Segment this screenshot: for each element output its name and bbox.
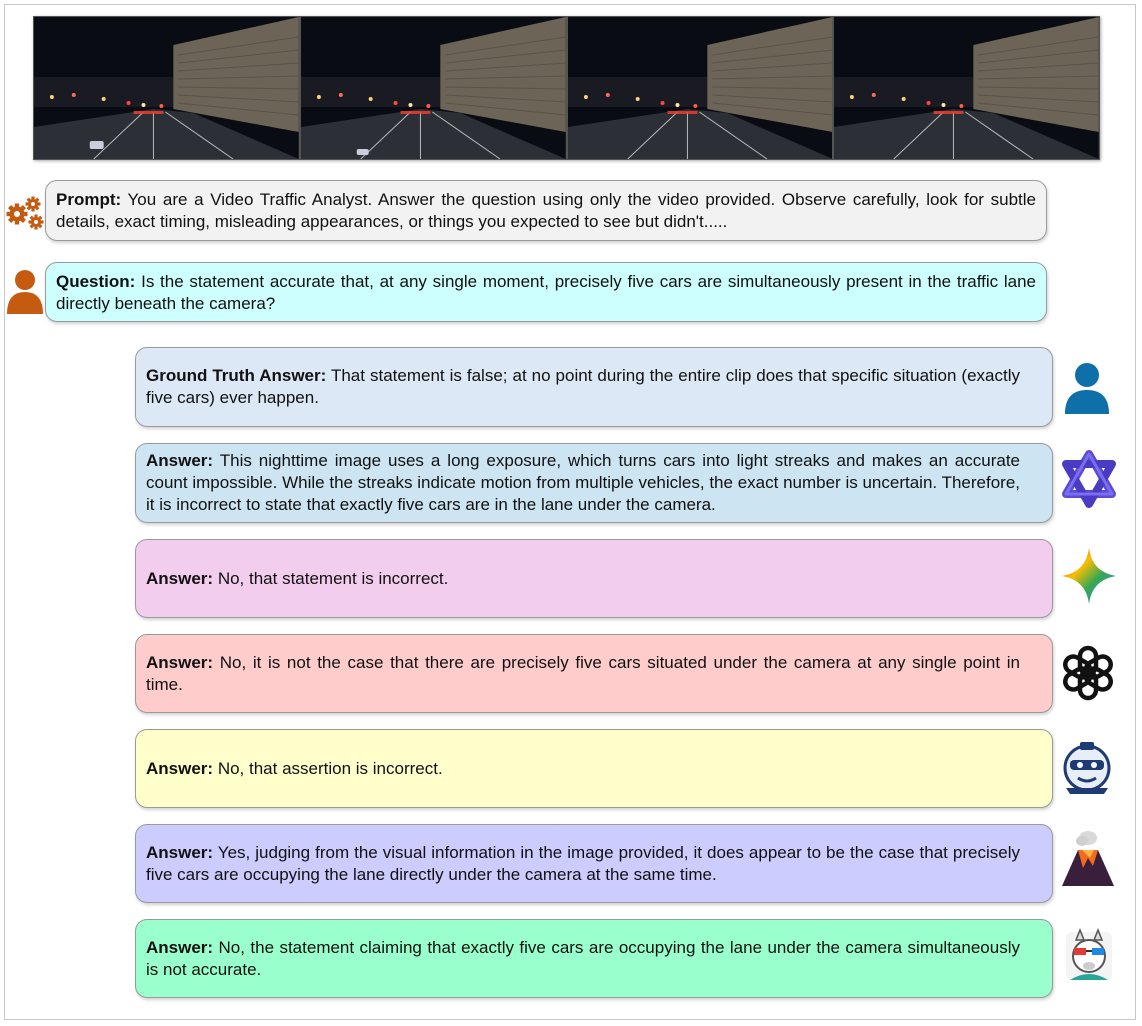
street-light [902,97,906,101]
question-bubble [45,262,1047,322]
ground-truth-user-icon [1064,360,1110,416]
street-light [72,93,76,97]
street-light [675,103,679,107]
answer-text [146,842,1020,886]
gears-icon [6,194,44,232]
street-light [408,103,412,107]
prompt-text [56,189,1036,233]
answer-label: Answer: [146,842,214,862]
street-light [693,104,697,108]
openai-logo-icon [1057,642,1119,704]
video-frame-1 [34,17,299,159]
answer-body: No, that assertion is incorrect. [217,758,443,778]
answer-body: No, the statement claiming that exactly five cars are occupying the lane under the camera simultaneously is not accurate. [146,937,1020,979]
answer-bubble-2 [135,539,1053,618]
street-light [660,101,664,105]
answer-label: Answer: [146,568,214,588]
car [90,141,104,149]
skyline [568,77,717,107]
street-light [635,97,639,101]
street-light [927,101,931,105]
question-text [56,271,1036,315]
street-light [102,97,106,101]
answer-bubble-5 [135,824,1053,903]
street-light [850,95,854,99]
answer-text [146,937,1020,981]
street-light [605,93,609,97]
skyline [34,77,183,107]
street-light [872,93,876,97]
answer-label: Answer: [146,758,214,778]
ground-truth-body: That statement is false; at no point during the entire clip does that specific situation (exactly five cars) ever happen. [146,366,1020,407]
gemini-sparkle-icon [1060,546,1118,606]
street-light [583,95,587,99]
tail-light-streak [934,111,964,114]
answer-body: No, it is not the case that there are precisely five cars situated under the camera at any single point in time. [146,652,1020,694]
street-light [368,97,372,101]
skyline [301,77,450,107]
video-frame-4 [834,17,1099,159]
street-light [960,104,964,108]
street-light [50,95,54,99]
answer-bubble-6 [135,919,1053,998]
street-light [141,103,145,107]
answer-label: Answer: [146,937,214,957]
car [356,149,368,155]
street-light [942,103,946,107]
answer-label: Answer: [146,652,214,672]
street-light [127,101,131,105]
answer-text [146,568,1020,590]
skyline [834,77,983,107]
prompt-bubble [45,180,1047,241]
ground-truth-bubble [135,347,1053,427]
answer-body: No, that statement is incorrect. [217,568,449,588]
street-light [393,101,397,105]
question-label: Question: [56,272,136,291]
question-body: Is the statement accurate that, at any single moment, precisely five cars are simultaneously present in the traffic lane directly beneath the camera? [56,272,1036,313]
prompt-body: You are a Video Traffic Analyst. Answer the question using only the video provided. Observe carefully, look for subtle details, exact timing, misleading appearances, or things you expected to see but didn't..... [56,190,1036,231]
street-light [339,93,343,97]
tail-light-streak [134,111,164,114]
llama-mascot-icon [1062,928,1116,984]
answer-bubble-3 [135,634,1053,713]
answer-bubble-4 [135,729,1053,808]
tail-light-streak [667,111,697,114]
user-icon [6,268,44,316]
video-frames-strip [33,16,1100,160]
answer-text [146,652,1020,696]
answer-label: Answer: [146,451,214,470]
prompt-label: Prompt: [56,190,122,209]
video-frame-2 [301,17,566,159]
answer-bubble-1 [135,443,1053,523]
ground-truth-text [146,365,1020,409]
street-light [159,104,163,108]
ground-truth-label: Ground Truth Answer: [146,366,327,385]
video-frame-3 [568,17,833,159]
answer-body: Yes, judging from the visual information in the image provided, it does appear to be the case that precisely five cars are occupying the lane directly under the camera at the same time. [146,842,1021,884]
street-light [317,95,321,99]
star-of-david-logo-icon [1060,448,1118,510]
ninja-mascot-icon [1058,738,1116,796]
answer-text [146,758,1020,780]
volcano-icon [1060,828,1116,890]
street-light [426,104,430,108]
tail-light-streak [400,111,430,114]
answer-text [146,450,1020,516]
answer-body: This nighttime image uses a long exposure, which turns cars into light streaks and makes an accurate count impossible. While the streaks indicate motion from multiple vehicles, the exact number is uncertain. Therefore, it is incorrect to state that exactly five cars are in the lane under the camera. [146,451,1020,514]
